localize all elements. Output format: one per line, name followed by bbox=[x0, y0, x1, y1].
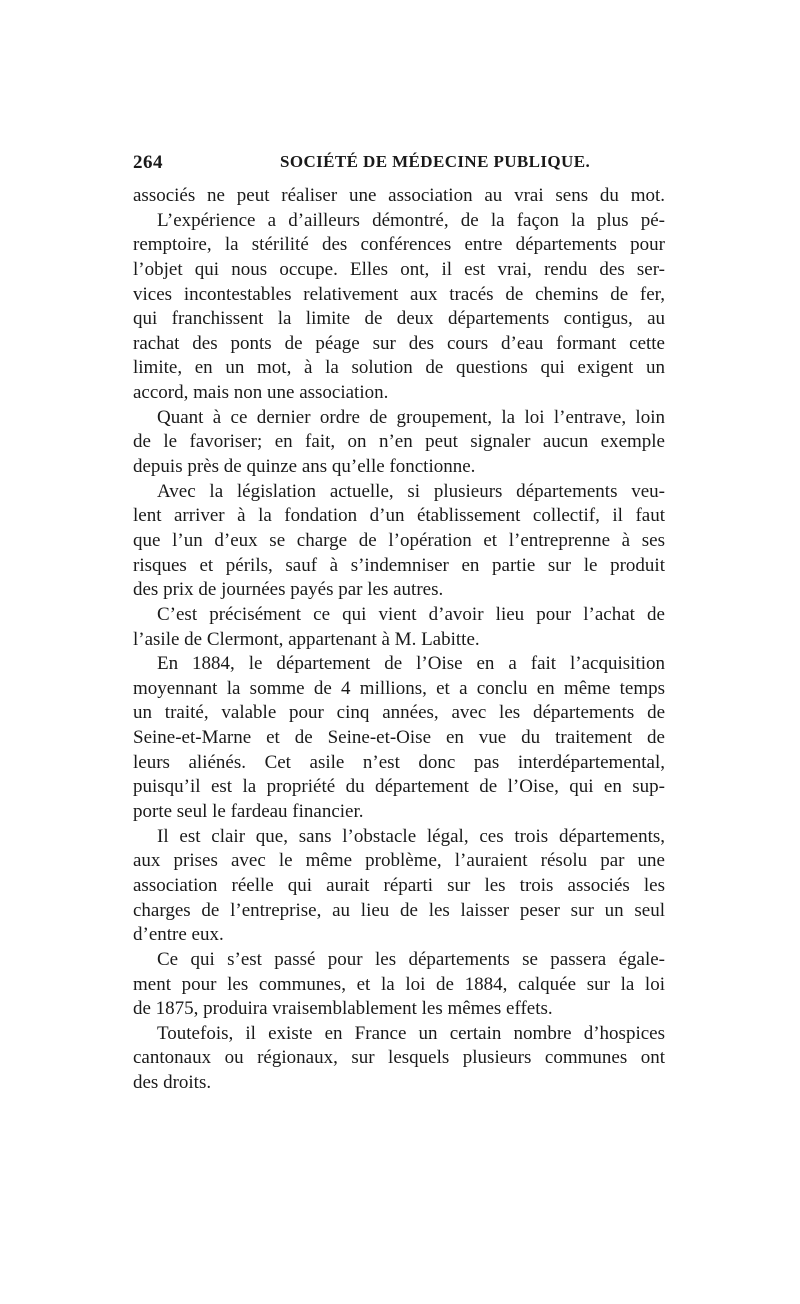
text-line: ment pour les communes, et la loi de 1884, calquée sur la loi bbox=[133, 973, 665, 995]
text-line: d’entre eux. bbox=[133, 924, 224, 946]
text-line: des prix de journées payés par les autres. bbox=[133, 579, 444, 601]
text-line: Il est clair que, sans l’obstacle légal, ces trois départements, bbox=[157, 825, 665, 847]
body-text bbox=[133, 184, 665, 1096]
text-line: rachat des ponts de péage sur des cours d’eau formant cette bbox=[133, 332, 665, 354]
text-line: limite, en un mot, à la solution de questions qui exigent un bbox=[133, 357, 665, 379]
text-line: qui franchissent la limite de deux départements contigus, au bbox=[133, 308, 665, 330]
running-title: SOCIÉTÉ DE MÉDECINE PUBLIQUE. bbox=[280, 152, 591, 171]
text-line: L’expérience a d’ailleurs démontré, de la façon la plus pé- bbox=[157, 209, 665, 231]
page-number: 264 bbox=[133, 152, 163, 173]
text-line: cantonaux ou régionaux, sur lesquels plusieurs communes ont bbox=[133, 1047, 665, 1069]
text-line: depuis près de quinze ans qu’elle fonctionne. bbox=[133, 456, 476, 478]
text-line: lent arriver à la fondation d’un établissement collectif, il faut bbox=[133, 505, 665, 527]
text-line: risques et périls, sauf à s’indemniser en partie sur le produit bbox=[133, 554, 665, 576]
text-line: de le favoriser; en fait, on n’en peut signaler aucun exemple bbox=[133, 431, 665, 453]
text-line: un traité, valable pour cinq années, avec les départements de bbox=[133, 702, 665, 724]
text-line: de 1875, produira vraisemblablement les mêmes effets. bbox=[133, 998, 553, 1020]
text-line: accord, mais non une association. bbox=[133, 382, 389, 404]
text-line: Avec la législation actuelle, si plusieurs départements veu- bbox=[157, 480, 665, 502]
running-head bbox=[133, 152, 665, 178]
text-line: Toutefois, il existe en France un certain nombre d’hospices bbox=[157, 1022, 665, 1044]
text-line: En 1884, le département de l’Oise en a fait l’acquisition bbox=[157, 653, 665, 675]
text-line: puisqu’il est la propriété du département de l’Oise, qui en sup- bbox=[133, 776, 665, 798]
text-line: remptoire, la stérilité des conférences entre départements pour bbox=[133, 234, 665, 256]
text-line: moyennant la somme de 4 millions, et a conclu en même temps bbox=[133, 677, 665, 699]
text-line: que l’un d’eux se charge de l’opération et l’entreprenne à ses bbox=[133, 529, 665, 551]
text-line: associés ne peut réaliser une association au vrai sens du mot. bbox=[133, 185, 665, 206]
text-line: vices incontestables relativement aux tracés de chemins de fer, bbox=[133, 283, 665, 305]
text-line: l’asile de Clermont, appartenant à M. Labitte. bbox=[133, 628, 480, 650]
text-line: Seine-et-Marne et de Seine-et-Oise en vue du traitement de bbox=[133, 727, 665, 749]
text-line: l’objet qui nous occupe. Elles ont, il est vrai, rendu des ser- bbox=[133, 258, 665, 280]
text-line: aux prises avec le même problème, l’auraient résolu par une bbox=[133, 850, 665, 872]
text-line: porte seul le fardeau financier. bbox=[133, 801, 364, 823]
text-line: Ce qui s’est passé pour les départements se passera égale- bbox=[157, 948, 665, 970]
text-line: C’est précisément ce qui vient d’avoir lieu pour l’achat de bbox=[157, 603, 665, 625]
text-line: Quant à ce dernier ordre de groupement, la loi l’entrave, loin bbox=[157, 406, 665, 428]
text-line: association réelle qui aurait réparti sur les trois associés les bbox=[133, 874, 665, 896]
text-line: leurs aliénés. Cet asile n’est donc pas interdépartemental, bbox=[133, 751, 665, 773]
text-line: charges de l’entreprise, au lieu de les laisser peser sur un seul bbox=[133, 899, 665, 921]
text-line: des droits. bbox=[133, 1072, 212, 1094]
